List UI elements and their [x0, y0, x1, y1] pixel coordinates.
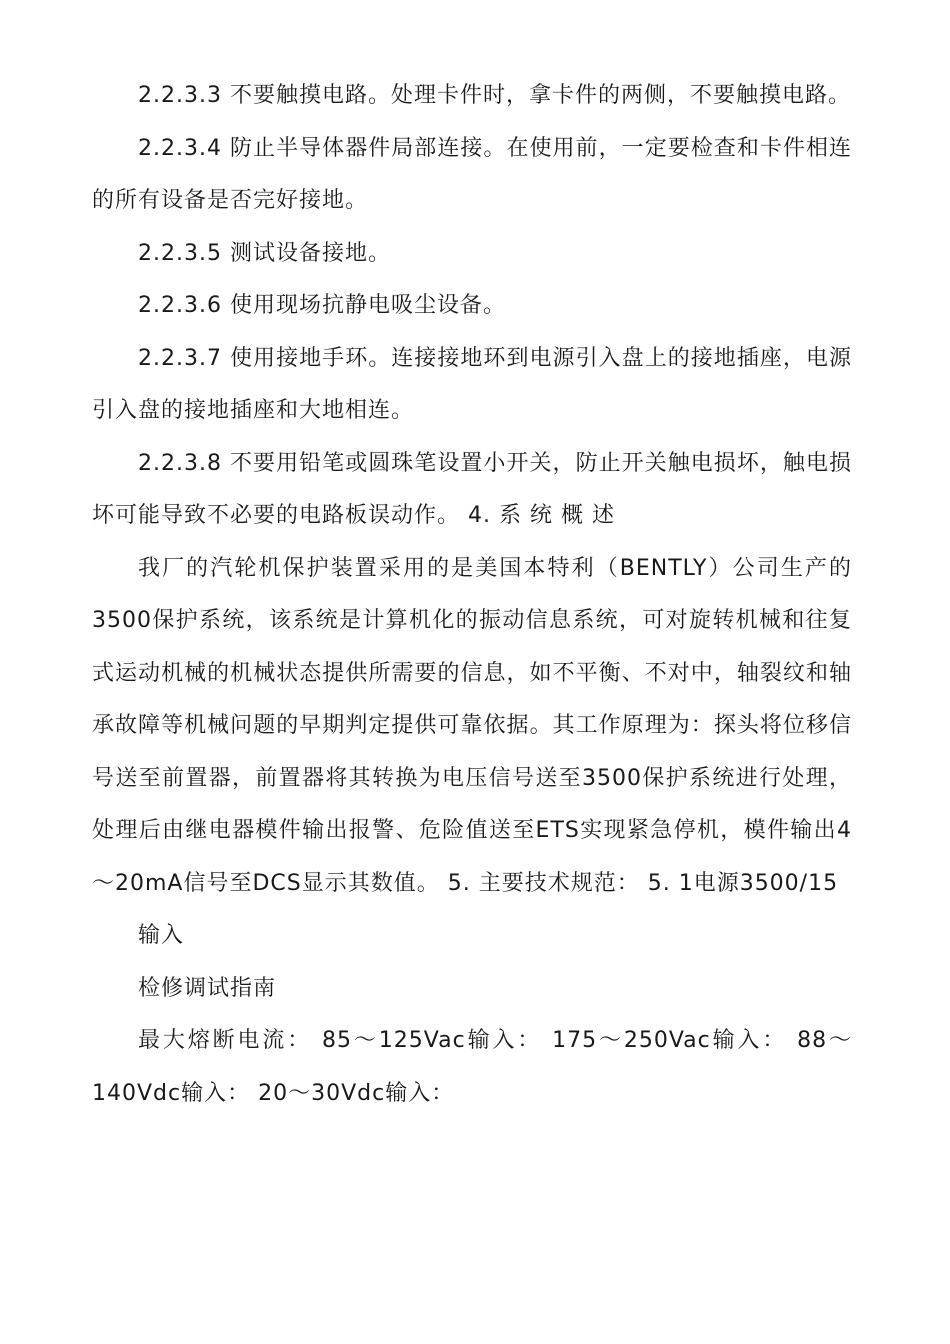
document-page [92, 70, 852, 1120]
paragraph-2-2-3-6: 2.2.3.6 使用现场抗静电吸尘设备。 [138, 293, 506, 318]
paragraph-2-2-3-7: 2.2.3.7 使用接地手环。连接接地环到电源引入盘上的接地插座，电源引入盘的接地插座和大地相连。 [92, 345, 852, 423]
paragraph-2-2-3-5: 2.2.3.5 测试设备接地。 [138, 240, 391, 266]
paragraph-2-2-3-3: 2.2.3.3 不要触摸电路。处理卡件时，拿卡件的两侧，不要触摸电路。 [138, 83, 851, 108]
paragraph-input: 输入 [138, 923, 185, 948]
paragraph-system-overview: 我厂的汽轮机保护装置采用的是美国本特利（BENTLY）公司生产的3500保护系统，该系统是计算机化的振动信息系统，可对旋转机械和往复式运动机械的机械状态提供所需要的信息，如不平衡、不对中，轴裂纹和轴承故障等机械问题的早期判定提供可靠依据。其工作原理为：探头将位移信号送至前置器，前置器将其转换为电压信号送至3500保护系统进行处理，处理后由继电器模件输出报警、危险值送至ETS实现紧急停机，模件输出4～20mA信号至DCS显示其数值。 5. 主要技术规范： 5. 1电源3500/15 [92, 555, 852, 896]
paragraph-max-fuse-current: 最大熔断电流： 85～125Vac输入： 175～250Vac输入： 88～140Vdc输入： 20～30Vdc输入： [92, 1028, 852, 1106]
paragraph-2-2-3-8: 2.2.3.8 不要用铅笔或圆珠笔设置小开关，防止开关触电损坏，触电损坏可能导致不必要的电路板误动作。 4. 系 统 概 述 [92, 450, 852, 528]
paragraph-maintenance-guide: 检修调试指南 [138, 975, 277, 1001]
paragraph-2-2-3-4: 2.2.3.4 防止半导体器件局部连接。在使用前，一定要检查和卡件相连的所有设备是否完好接地。 [92, 135, 852, 213]
